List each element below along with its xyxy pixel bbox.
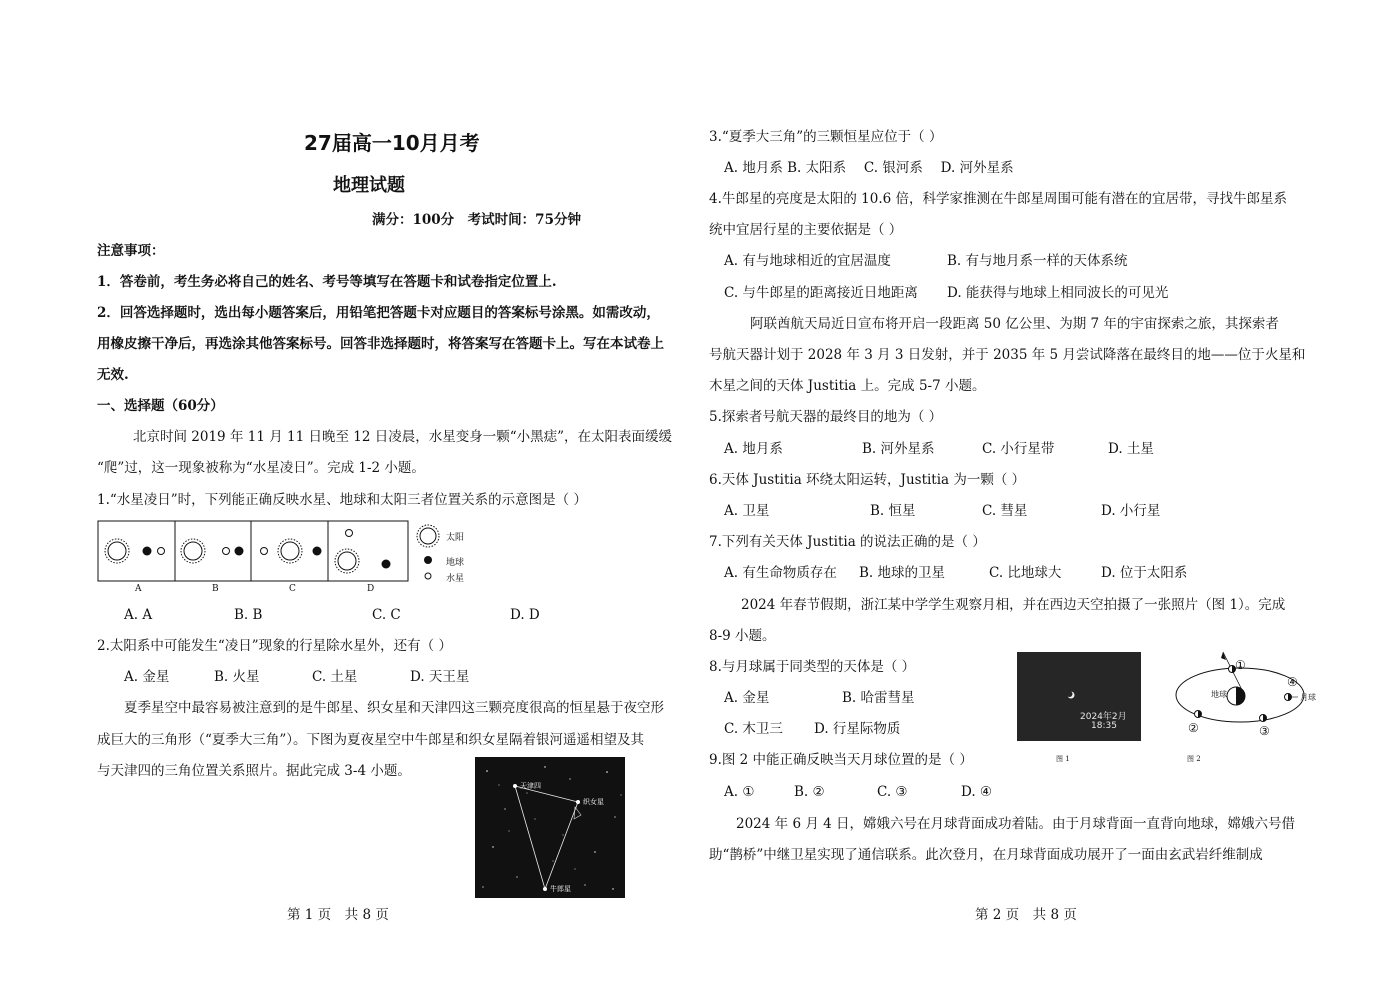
q2-option-a: A. 金星 xyxy=(124,669,170,685)
sun-icon xyxy=(181,539,205,563)
passage-3a: 阿联酋航天局近日宣布将开启一段距离 50 亿公里、为期 7 年的宇宙探索之旅，其探索者 xyxy=(750,316,1279,332)
mercury-icon xyxy=(158,548,165,555)
exam-subtitle: 地理试题 xyxy=(333,175,405,196)
passage-2b: 成巨大的三角形（“夏季大三角”）。下图为夏夜星空中牛郎星和织女星隔着银河遥遥相望及其 xyxy=(97,732,645,748)
q1-option-b: B. B xyxy=(234,607,263,623)
section-heading: 一、选择题（60分） xyxy=(97,398,224,414)
panel-label-c: C xyxy=(289,584,296,594)
q9-option-c: C. ③ xyxy=(877,784,908,800)
passage-4a: 2024 年春节假期，浙江某中学学生观察月相，并在西边天空拍摄了一张照片（图 1）。完成 xyxy=(741,597,1286,613)
sun-icon xyxy=(417,525,439,547)
question-8: 8.与月球属于同类型的天体是（ ） xyxy=(709,659,916,675)
passage-5a: 2024 年 6 月 4 日，嫦娥六号在月球背面成功着陆。由于月球背面一直背向地球，嫦娥六号借 xyxy=(736,816,1295,832)
q8-option-c: C. 木卫三 xyxy=(724,721,783,737)
q4-option-a: A. 有与地球相近的宜居温度 xyxy=(724,253,891,269)
q8-option-d: D. 行星际物质 xyxy=(814,721,901,737)
moon-label: 月球 xyxy=(1300,693,1316,702)
sun-icon xyxy=(278,539,302,563)
vega-star-icon xyxy=(576,800,580,804)
question-4b: 统中宜居行星的主要依据是（ ） xyxy=(709,222,903,238)
star-label-deneb: 天津四 xyxy=(520,782,541,790)
notice-2b: 用橡皮擦干净后，再选涂其他答案标号。回答非选择题时，将答案写在答题卡上。写在本试卷上 xyxy=(97,336,664,352)
q7-option-a: A. 有生命物质存在 xyxy=(724,565,837,581)
q4-option-b: B. 有与地月系一样的天体系统 xyxy=(947,253,1128,269)
q6-option-b: B. 恒星 xyxy=(870,503,916,519)
star-photo xyxy=(475,757,625,898)
question-6: 6.天体 Justitia 环绕太阳运转，Justitia 为一颗（ ） xyxy=(709,472,1026,488)
q9-option-d: D. ④ xyxy=(961,784,993,800)
question-1: 1.“水星凌日”时，下列能正确反映水星、地球和太阳三者位置关系的示意图是（ ） xyxy=(97,492,587,508)
transit-figure xyxy=(97,520,477,596)
mercury-icon xyxy=(425,573,431,579)
q9-option-a: A. ① xyxy=(724,784,755,800)
earth-icon xyxy=(143,547,152,556)
q1-option-d: D. D xyxy=(510,607,540,623)
panel-label-b: B xyxy=(212,584,219,594)
sun-icon xyxy=(335,549,359,573)
q5-option-d: D. 土星 xyxy=(1108,441,1154,457)
q7-option-b: B. 地球的卫星 xyxy=(859,565,946,581)
figure-2-caption: 图 2 xyxy=(1187,755,1201,763)
question-7: 7.下列有关天体 Justitia 的说法正确的是（ ） xyxy=(709,534,986,550)
q6-option-c: C. 彗星 xyxy=(982,503,1028,519)
question-9: 9.图 2 中能正确反映当天月球位置的是（ ） xyxy=(709,752,973,768)
earth-icon xyxy=(235,547,244,556)
q1-option-a: A. A xyxy=(124,607,153,623)
legend-sun: 太阳 xyxy=(446,533,465,543)
notice-1: 1．答卷前，考生务必将自己的姓名、考号等填写在答题卡和试卷指定位置上. xyxy=(97,274,557,290)
exam-meta: 满分：100分 考试时间：75分钟 xyxy=(372,212,581,228)
q4-option-d: D. 能获得与地球上相同波长的可见光 xyxy=(947,285,1169,301)
question-5: 5.探索者号航天器的最终目的地为（ ） xyxy=(709,409,943,425)
passage-1b: “爬”过，这一现象被称为“水星凌日”。完成 1-2 小题。 xyxy=(97,460,425,476)
marker-2: ② xyxy=(1188,721,1199,735)
notice-heading: 注意事项： xyxy=(97,243,165,259)
sun-icon xyxy=(105,539,129,563)
passage-3c: 木星之间的天体 Justitia 上。完成 5-7 小题。 xyxy=(709,378,986,394)
question-4a: 4.牛郎星的亮度是太阳的 10.6 倍，科学家推测在牛郎星周围可能有潜在的宜居带，寻找牛郎星系 xyxy=(709,191,1288,207)
marker-3: ③ xyxy=(1259,724,1270,738)
passage-4b: 8-9 小题。 xyxy=(709,628,776,644)
mercury-icon xyxy=(223,548,230,555)
earth-icon xyxy=(1227,687,1245,705)
star-label-vega: 织女星 xyxy=(583,798,604,806)
deneb-star-icon xyxy=(513,784,517,788)
mercury-icon xyxy=(261,548,268,555)
notice-2a: 2．回答选择题时，选出每小题答案后，用铅笔把答题卡对应题目的答案标号涂黑。如需改动， xyxy=(97,305,660,321)
photo-time: 18:35 xyxy=(1091,721,1117,731)
question-2: 2.太阳系中可能发生“凌日”现象的行星除水星外，还有（ ） xyxy=(97,638,452,654)
q5-option-c: C. 小行星带 xyxy=(982,441,1055,457)
q6-option-d: D. 小行星 xyxy=(1101,503,1161,519)
q7-option-c: C. 比地球大 xyxy=(989,565,1062,581)
moon-photo xyxy=(1017,652,1141,741)
q7-option-d: D. 位于太阳系 xyxy=(1101,565,1188,581)
earth-label: 地球 xyxy=(1211,690,1227,699)
marker-4: ④ xyxy=(1287,675,1298,689)
q2-option-d: D. 天王星 xyxy=(410,669,470,685)
marker-1: ① xyxy=(1235,658,1246,672)
question-3: 3.“夏季大三角”的三颗恒星应位于（ ） xyxy=(709,129,943,145)
passage-1a: 北京时间 2019 年 11 月 11 日晚至 12 日凌晨，水星变身一颗“小黑痣”，在太阳表面缓缓 xyxy=(133,429,673,445)
passage-5b: 助“鹊桥”中继卫星实现了通信联系。此次登月，在月球背面成功展开了一面由玄武岩纤维制成 xyxy=(709,847,1263,863)
q8-option-b: B. 哈雷彗星 xyxy=(842,690,915,706)
page-footer-1: 第 1 页 共 8 页 xyxy=(287,907,389,923)
altair-star-icon xyxy=(543,887,547,891)
page-footer-2: 第 2 页 共 8 页 xyxy=(975,907,1077,923)
q5-option-b: B. 河外星系 xyxy=(862,441,935,457)
q3-options: A. 地月系 B. 太阳系 C. 银河系 D. 河外星系 xyxy=(724,160,1014,176)
earth-icon xyxy=(424,556,432,564)
earth-icon xyxy=(313,547,322,556)
legend-earth: 地球 xyxy=(446,558,465,568)
passage-2c: 与天津四的三角位置关系照片。据此完成 3-4 小题。 xyxy=(97,763,411,779)
mercury-icon xyxy=(346,530,353,537)
q2-option-c: C. 土星 xyxy=(312,669,358,685)
q9-option-b: B. ② xyxy=(794,784,825,800)
panel-label-d: D xyxy=(367,584,375,594)
q5-option-a: A. 地月系 xyxy=(724,441,783,457)
q4-option-c: C. 与牛郎星的距离接近日地距离 xyxy=(724,285,918,301)
figure-1-caption: 图 1 xyxy=(1056,755,1070,763)
q6-option-a: A. 卫星 xyxy=(724,503,770,519)
photo-date: 2024年2月 xyxy=(1080,712,1127,722)
passage-3b: 号航天器计划于 2028 年 3 月 3 日发射，并于 2035 年 5 月尝试降落在最终目的地——位于火星和 xyxy=(709,347,1306,363)
notice-2c: 无效. xyxy=(97,367,129,383)
earth-icon xyxy=(382,560,391,569)
exam-title: 27届高一10月月考 xyxy=(304,131,480,155)
panel-label-a: A xyxy=(135,584,142,594)
q2-option-b: B. 火星 xyxy=(214,669,260,685)
star-label-altair: 牛郎星 xyxy=(550,885,571,893)
q1-option-c: C. C xyxy=(372,607,401,623)
legend-mercury: 水星 xyxy=(446,574,465,584)
passage-2a: 夏季星空中最容易被注意到的是牛郎星、织女星和天津四这三颗亮度很高的恒星悬于夜空形 xyxy=(124,700,664,716)
q8-option-a: A. 金星 xyxy=(724,690,770,706)
